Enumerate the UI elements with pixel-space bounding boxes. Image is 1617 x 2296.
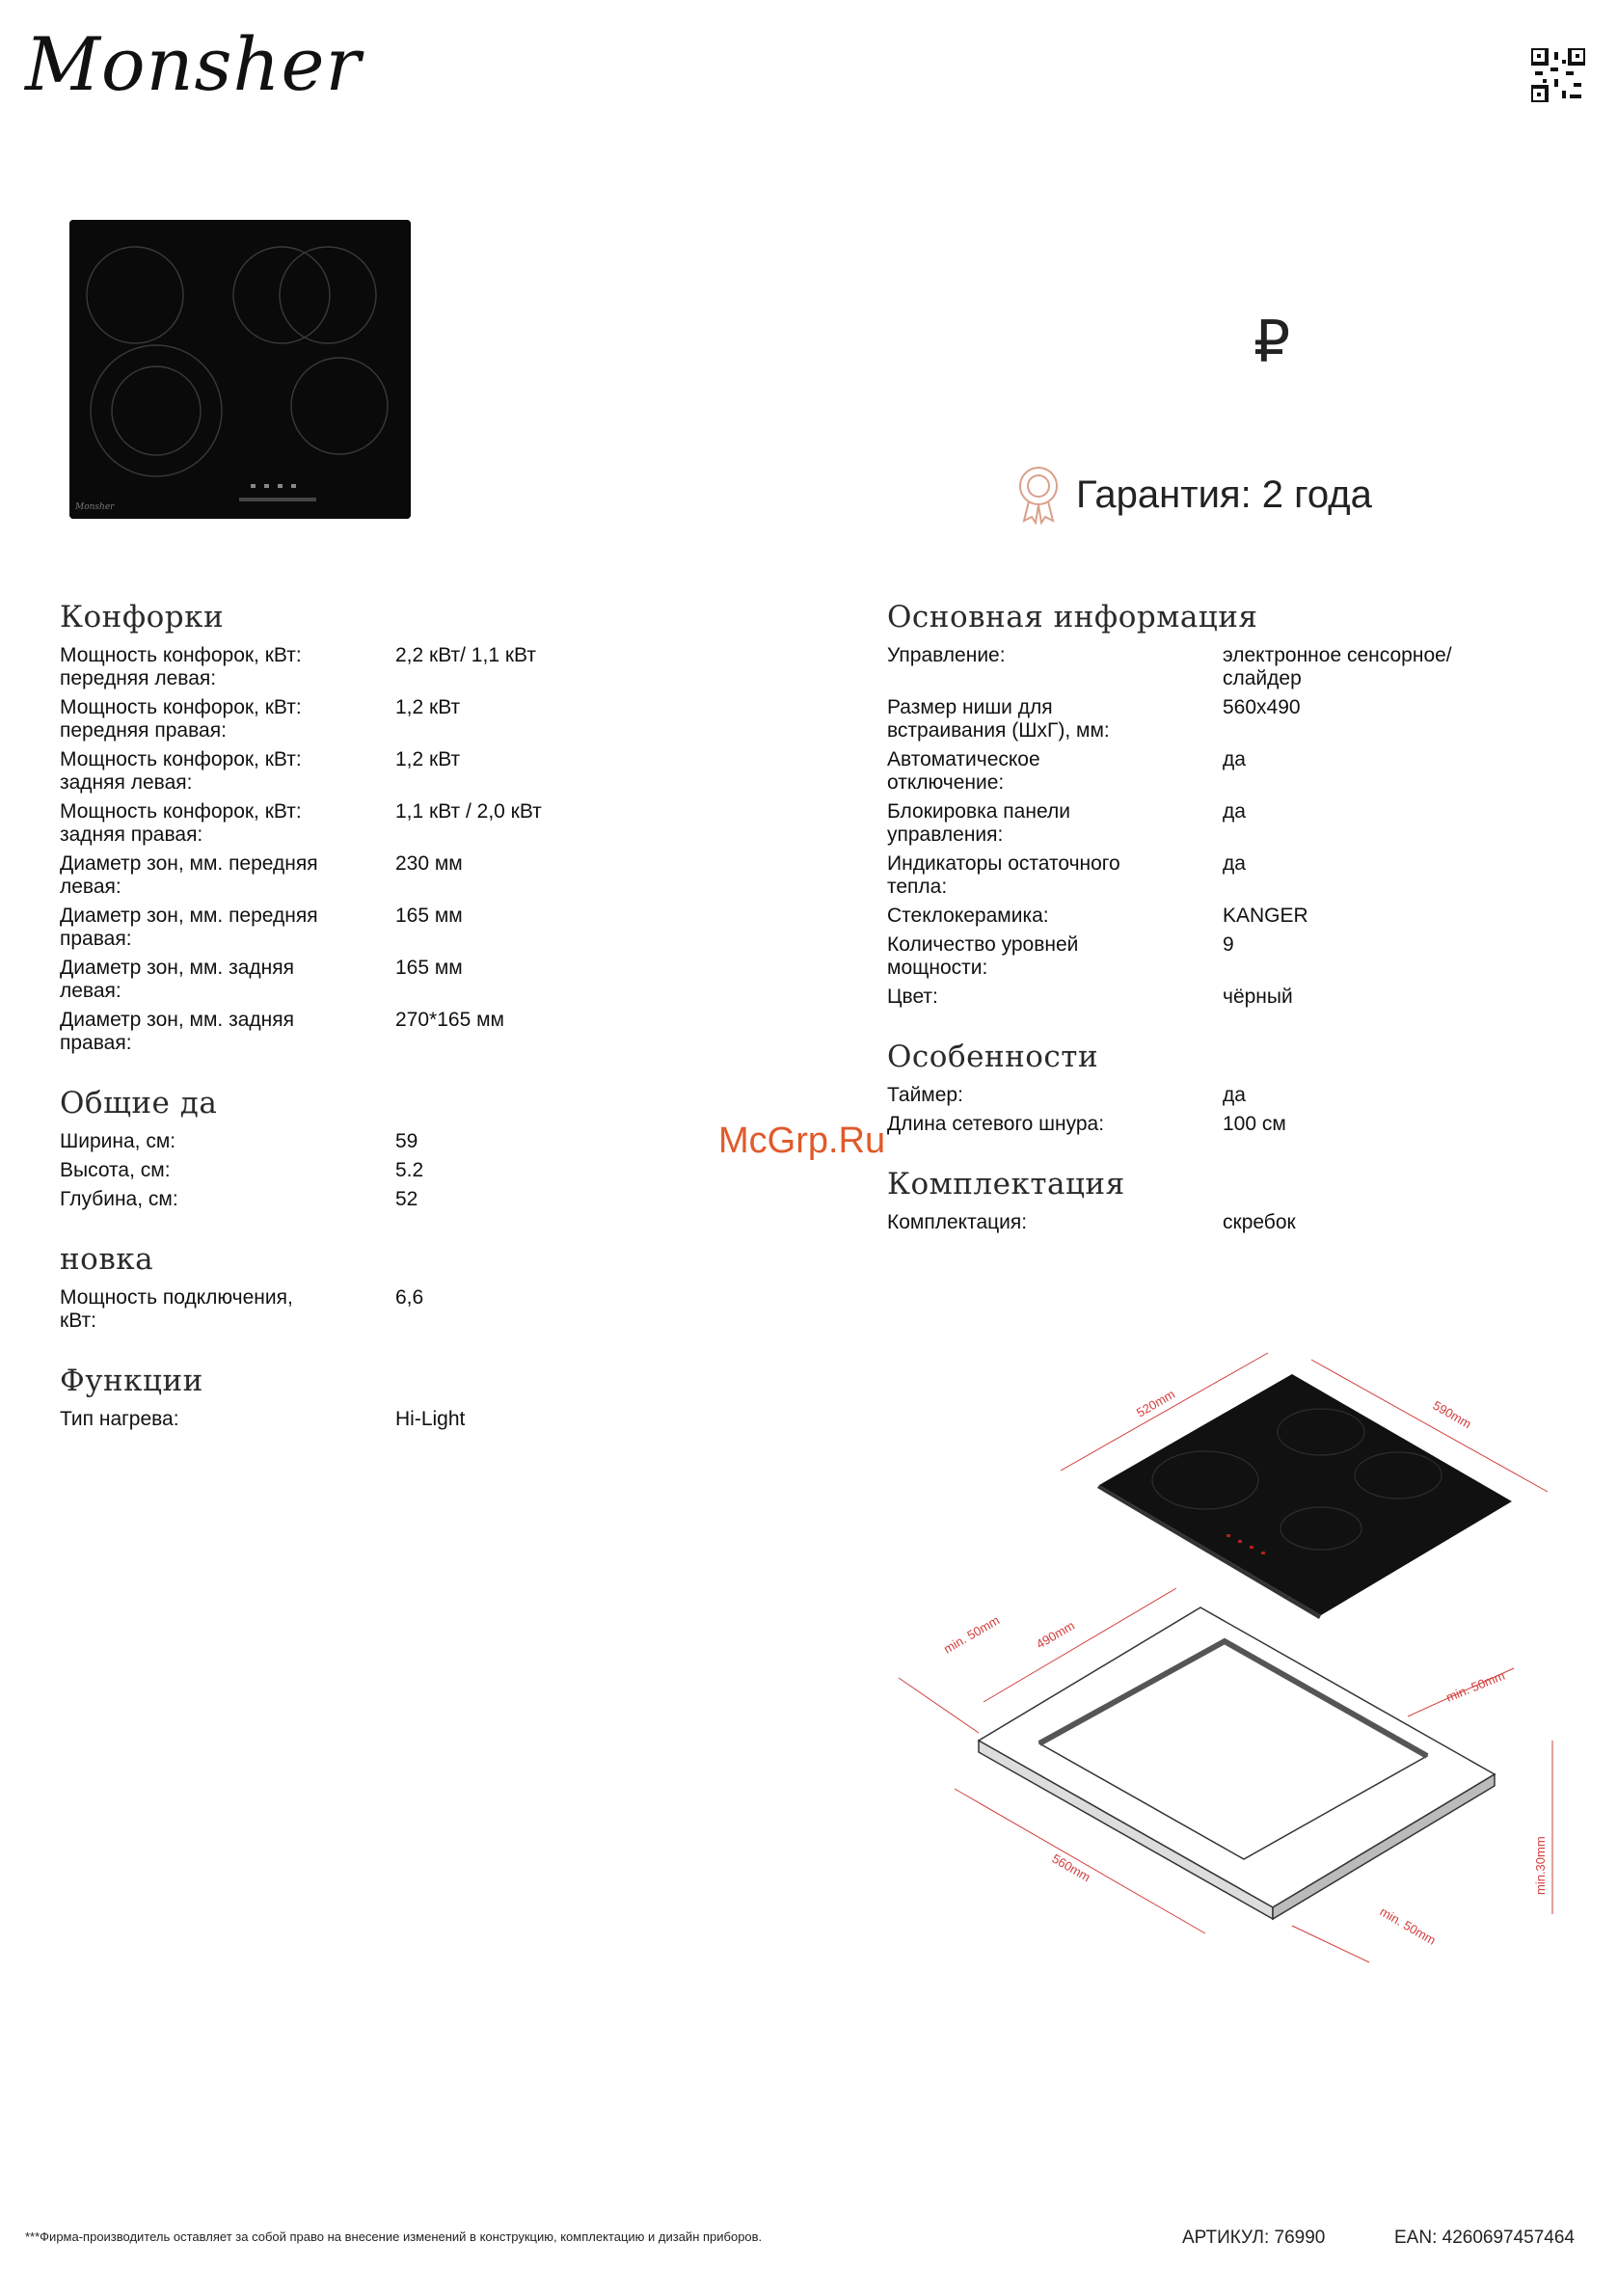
spec-section	[60, 600, 725, 1055]
warranty-text: Гарантия: 2 года	[1076, 473, 1372, 516]
spec-value: 2,2 кВт/ 1,1 кВт	[395, 644, 536, 666]
specs-left-column	[60, 600, 725, 1462]
spec-value: чёрный	[1223, 986, 1293, 1008]
spec-value: скребок	[1223, 1211, 1296, 1233]
spec-row	[60, 644, 725, 690]
spec-row	[60, 1130, 725, 1153]
spec-row	[60, 1009, 725, 1055]
spec-value: 165 мм	[395, 957, 463, 979]
spec-label: Мощность подключения, кВт:	[60, 1286, 293, 1332]
spec-value: 1,2 кВт	[395, 748, 461, 770]
section-title: новка	[60, 1242, 154, 1277]
spec-label: Цвет:	[887, 986, 938, 1008]
spec-section	[887, 600, 1562, 1009]
spec-value: 9	[1223, 933, 1234, 956]
spec-label: Таймер:	[887, 1084, 963, 1106]
spec-label: Мощность конфорок, кВт: передняя правая:	[60, 696, 302, 742]
spec-value: 100 см	[1223, 1113, 1286, 1135]
spec-row	[887, 1113, 1562, 1136]
product-logo-text: Monsher	[75, 502, 115, 512]
brand-logo: Monsher	[25, 21, 362, 107]
spec-value: 5.2	[395, 1159, 424, 1181]
dim-cut-min-left: min. 50mm	[941, 1612, 1003, 1657]
dim-top-depth: 520mm	[1134, 1386, 1178, 1420]
section-title: Конфорки	[60, 600, 225, 635]
spec-row	[60, 1408, 725, 1431]
spec-section	[887, 1040, 1562, 1136]
section-title: Основная информация	[887, 600, 1258, 635]
spec-label: Ширина, см:	[60, 1130, 176, 1152]
spec-value: да	[1223, 800, 1246, 823]
spec-row	[60, 696, 725, 743]
spec-row	[60, 1286, 725, 1333]
spec-row	[887, 986, 1562, 1009]
spec-section	[60, 1242, 725, 1333]
spec-row	[887, 748, 1562, 795]
ean: EAN: 4260697457464	[1394, 2228, 1575, 2248]
spec-label: Мощность конфорок, кВт: передняя левая:	[60, 644, 302, 689]
ribbon-award-icon	[1014, 465, 1063, 525]
product-image	[69, 220, 411, 519]
dim-cut-min-front: min. 50mm	[1377, 1904, 1439, 1948]
spec-label: Индикаторы остаточного тепла:	[887, 852, 1120, 898]
section-title: Комплектация	[887, 1167, 1125, 1202]
spec-label: Высота, см:	[60, 1159, 171, 1181]
spec-label: Стеклокерамика:	[887, 905, 1049, 927]
section-title: Особенности	[887, 1040, 1099, 1074]
dim-min-thickness: min.30mm	[1533, 1836, 1548, 1895]
spec-row	[887, 933, 1562, 980]
installation-diagram	[887, 1336, 1562, 1982]
spec-label: Мощность конфорок, кВт: задняя левая:	[60, 748, 302, 794]
spec-label: Глубина, см:	[60, 1188, 178, 1210]
spec-row	[887, 644, 1562, 690]
spec-row	[60, 1159, 725, 1182]
spec-section	[887, 1167, 1562, 1234]
spec-label: Размер ниши для встраивания (ШхГ), мм:	[887, 696, 1110, 742]
warranty-badge	[1014, 465, 1372, 525]
section-title: Функции	[60, 1364, 203, 1398]
dim-cut-depth: 490mm	[1034, 1617, 1078, 1652]
spec-value: да	[1223, 1084, 1246, 1106]
spec-label: Количество уровней мощности:	[887, 933, 1079, 979]
spec-value: 230 мм	[395, 852, 463, 875]
spec-value: 270*165 мм	[395, 1009, 504, 1031]
spec-section	[60, 1086, 725, 1211]
spec-label: Диаметр зон, мм. передняя левая:	[60, 852, 318, 898]
spec-row	[887, 905, 1562, 928]
spec-label: Управление:	[887, 644, 1006, 666]
spec-row	[60, 905, 725, 951]
sku: АРТИКУЛ: 76990	[1182, 2228, 1326, 2248]
currency-symbol: ₽	[1253, 310, 1291, 374]
spec-label: Мощность конфорок, кВт: задняя правая:	[60, 800, 302, 846]
spec-row	[887, 696, 1562, 743]
spec-value: электронное сенсорное/ слайдер	[1223, 644, 1452, 689]
spec-label: Диаметр зон, мм. задняя левая:	[60, 957, 294, 1002]
qr-code-icon	[1531, 48, 1585, 102]
spec-label: Автоматическое отключение:	[887, 748, 1040, 794]
spec-row	[60, 800, 725, 847]
spec-row	[887, 1211, 1562, 1234]
spec-row	[60, 1188, 725, 1211]
dim-top-width: 590mm	[1430, 1397, 1474, 1432]
spec-value: да	[1223, 852, 1246, 875]
spec-section	[60, 1364, 725, 1431]
footer-note: ***Фирма-производитель оставляет за собой право на внесение изменений в конструкцию, комплектацию и дизайн приборов.	[25, 2229, 763, 2244]
spec-value: KANGER	[1223, 905, 1308, 927]
spec-label: Диаметр зон, мм. задняя правая:	[60, 1009, 294, 1054]
spec-value: 560x490	[1223, 696, 1301, 718]
spec-label: Длина сетевого шнура:	[887, 1113, 1105, 1135]
spec-label: Комплектация:	[887, 1211, 1028, 1233]
spec-row	[60, 957, 725, 1003]
spec-row	[887, 852, 1562, 899]
spec-value: 52	[395, 1188, 418, 1210]
spec-value: 6,6	[395, 1286, 424, 1309]
spec-value: 1,2 кВт	[395, 696, 461, 718]
watermark: McGrp.Ru	[718, 1121, 886, 1161]
dim-cut-width: 560mm	[1049, 1850, 1093, 1885]
spec-row	[887, 800, 1562, 847]
dim-cut-min-right: min. 50mm	[1443, 1667, 1507, 1705]
spec-row	[60, 748, 725, 795]
spec-value: 1,1 кВт / 2,0 кВт	[395, 800, 542, 823]
spec-label: Блокировка панели управления:	[887, 800, 1070, 846]
spec-row	[60, 852, 725, 899]
spec-value: 59	[395, 1130, 418, 1152]
spec-value: 165 мм	[395, 905, 463, 927]
spec-value: да	[1223, 748, 1246, 770]
specs-right-column	[887, 600, 1562, 1265]
spec-label: Диаметр зон, мм. передняя правая:	[60, 905, 318, 950]
spec-row	[887, 1084, 1562, 1107]
spec-value: Hi-Light	[395, 1408, 466, 1430]
section-title: Общие да	[60, 1086, 218, 1121]
spec-label: Тип нагрева:	[60, 1408, 179, 1430]
